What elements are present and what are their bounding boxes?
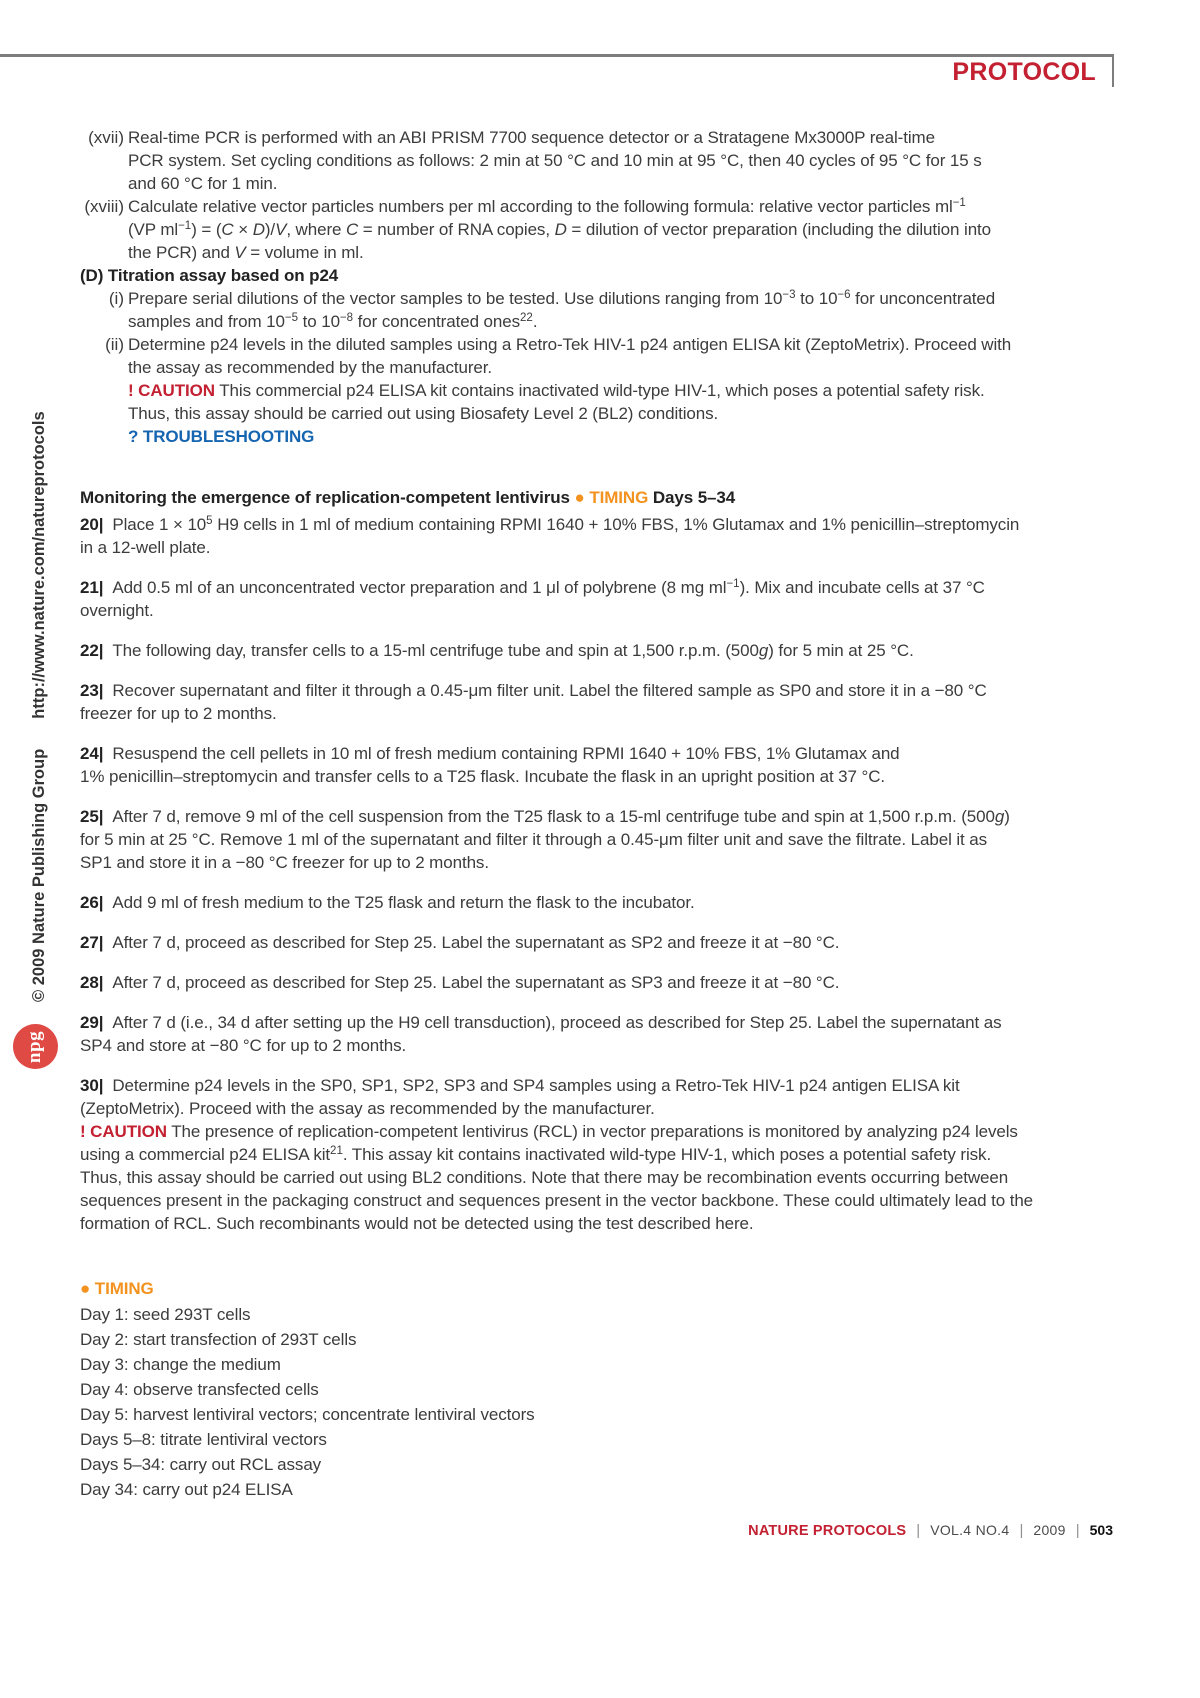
text-segment: −1 [726, 578, 740, 590]
text-segment: Days 5–34: carry out RCL assay [80, 1455, 322, 1474]
text-segment: The following day, transfer cells to a 15-ml centrifuge tube and spin at 1,500 r.p.m. (500 [112, 641, 759, 660]
text-segment: for concentrated ones [353, 312, 521, 331]
text-segment: ? TROUBLESHOOTING [128, 427, 315, 446]
text-line [80, 971, 1114, 994]
text-segment: −1 [178, 220, 192, 232]
footer-divider: | [1019, 1522, 1024, 1539]
text-segment: samples and from 10 [128, 312, 285, 331]
text-line [80, 1452, 1114, 1477]
text-segment: Add 0.5 ml of an unconcentrated vector preparation and 1 μl of polybrene (8 mg ml [112, 578, 727, 597]
text-line [128, 287, 1114, 310]
text-segment: ● TIMING [80, 1279, 154, 1298]
text-segment: SP4 and store at −80 °C for up to 2 months. [80, 1036, 407, 1055]
text-line [80, 1277, 1114, 1300]
text-segment: Add 9 ml of fresh medium to the T25 flask and return the flask to the incubator. [112, 893, 695, 912]
text-segment: ) = ( [191, 220, 222, 239]
text-segment: Prepare serial dilutions of the vector samples to be tested. Use dilutions ranging from 10 [128, 289, 783, 308]
text-segment: ! CAUTION [128, 381, 215, 400]
step-number: 20| [80, 515, 104, 534]
text-segment: (VP ml [128, 220, 179, 239]
text-segment: ). Mix and incubate cells at 37 °C [739, 578, 985, 597]
text-segment: Real-time PCR is performed with an ABI PRISM 7700 sequence detector or a Stratagene Mx3000P real-time [128, 128, 935, 147]
text-line [128, 241, 1114, 264]
text-line [128, 126, 1114, 149]
text-line [128, 402, 1114, 425]
copyright-text: © 2009 Nature Publishing Group [30, 748, 48, 1002]
text-segment: Recover supernatant and filter it through a 0.45-μm filter unit. Label the filtered sample as SP0 and store it in a −80 °C [112, 681, 987, 700]
text-line [80, 1352, 1114, 1377]
text-segment: After 7 d (i.e., 34 d after setting up the H9 cell transduction), proceed as described for Step 25. Label the supernatant as [112, 1013, 1002, 1032]
text-line [80, 1212, 1114, 1235]
volume-issue: VOL.4 NO.4 [930, 1522, 1010, 1538]
npg-logo-text: npg [24, 1030, 46, 1063]
text-segment: freezer for up to 2 months. [80, 704, 277, 723]
text-segment: The presence of replication-competent lentivirus (RCL) in vector preparations is monitored by analyzing p24 levels [166, 1122, 1018, 1141]
text-line [80, 891, 1114, 914]
text-segment: Thus, this assay should be carried out using BL2 conditions. Note that there may be recombination events occurring between [80, 1168, 1009, 1187]
list-item-label: (ii) [105, 335, 124, 354]
step-number: 21| [80, 578, 104, 597]
text-line [80, 1327, 1114, 1352]
text-segment: −1 [952, 197, 966, 209]
text-segment: = dilution of vector preparation (including the dilution into [566, 220, 992, 239]
text-line [128, 195, 1114, 218]
text-segment: D [252, 220, 265, 239]
subheading-titration-assay [80, 264, 1114, 287]
text-segment: C [345, 220, 359, 239]
text-line [80, 513, 1114, 536]
text-line [80, 486, 1114, 509]
step-29 [80, 1011, 1114, 1057]
text-segment: This commercial p24 ELISA kit contains inactivated wild-type HIV-1, which poses a potential safety risk. [214, 381, 985, 400]
text-line [80, 264, 1114, 287]
text-segment: and 60 °C for 1 min. [128, 174, 278, 193]
text-line [80, 851, 1114, 874]
text-segment: formation of RCL. Such recombinants would not be detected using the test described here. [80, 1214, 754, 1233]
text-line [80, 536, 1114, 559]
page-number: 503 [1089, 1522, 1113, 1538]
header-horizontal-rule [0, 54, 1114, 57]
list-item-xviii [80, 195, 1114, 264]
text-line [80, 1074, 1114, 1097]
header-vertical-rule [1112, 54, 1114, 87]
text-segment: H9 cells in 1 ml of medium containing RPMI 1640 + 10% FBS, 1% Glutamax and 1% penicillin–streptomycin [212, 515, 1020, 534]
text-segment: using a commercial p24 ELISA kit [80, 1145, 331, 1164]
timing-day-list [80, 1302, 1114, 1502]
text-segment: Days 5–34 [648, 488, 736, 507]
text-segment: PCR system. Set cycling conditions as follows: 2 min at 50 °C and 10 min at 95 °C, then 40 cycles of 95 °C for 15 s [128, 151, 982, 170]
list-item-label: (xviii) [84, 197, 124, 216]
text-segment: ) for 5 min at 25 °C. [768, 641, 914, 660]
text-segment: . This assay kit contains inactivated wild-type HIV-1, which poses a potential safety risk. [342, 1145, 992, 1164]
text-line [128, 149, 1114, 172]
text-segment: 1% penicillin–streptomycin and transfer cells to a T25 flask. Incubate the flask in an upright position at 37 °C. [80, 767, 886, 786]
footer-divider: | [1075, 1522, 1080, 1539]
text-segment: (D) Titration assay based on p24 [80, 266, 339, 285]
text-line [128, 425, 1114, 448]
text-segment: Day 2: start transfection of 293T cells [80, 1330, 357, 1349]
text-line [80, 1143, 1114, 1166]
text-segment: −3 [782, 289, 796, 301]
text-segment: 21 [330, 1145, 343, 1157]
text-line [80, 1402, 1114, 1427]
journal-name: NATURE PROTOCOLS [748, 1523, 907, 1539]
text-segment: for 5 min at 25 °C. Remove 1 ml of the supernatant and filter it through a 0.45-μm filter unit and save the filtrate. Label it as [80, 830, 988, 849]
text-line [80, 1477, 1114, 1502]
text-line [80, 1011, 1114, 1034]
text-segment: (ZeptoMetrix). Proceed with the assay as recommended by the manufacturer. [80, 1099, 655, 1118]
text-segment: × [233, 220, 253, 239]
text-line [80, 679, 1114, 702]
footer-divider: | [916, 1522, 921, 1539]
text-segment: Determine p24 levels in the diluted samples using a Retro-Tek HIV-1 p24 antigen ELISA kit (ZeptoMetrix). Proceed with [128, 335, 1012, 354]
publication-year: 2009 [1033, 1522, 1066, 1538]
protocol-body [80, 126, 1114, 1502]
text-segment: D [554, 220, 567, 239]
text-line [128, 379, 1114, 402]
text-segment: ) [1004, 807, 1010, 826]
step-number: 28| [80, 973, 104, 992]
text-line [128, 356, 1114, 379]
text-segment: . [532, 312, 538, 331]
publisher-url: http://www.nature.com/natureprotocols [30, 411, 48, 719]
section-heading-rcl-monitoring [80, 486, 1114, 509]
text-segment: g [758, 641, 769, 660]
text-line [80, 1189, 1114, 1212]
text-line [80, 805, 1114, 828]
text-line [80, 1120, 1114, 1143]
step-28 [80, 971, 1114, 994]
text-segment: )/ [264, 220, 276, 239]
step-25 [80, 805, 1114, 874]
step-23 [80, 679, 1114, 725]
text-segment: Determine p24 levels in the SP0, SP1, SP2, SP3 and SP4 samples using a Retro-Tek HIV-1 p24 antigen ELISA kit [112, 1076, 960, 1095]
text-segment: 22 [520, 312, 533, 324]
text-segment: −8 [339, 312, 354, 324]
text-segment: Days 5–8: titrate lentiviral vectors [80, 1430, 327, 1449]
list-item-i [80, 287, 1114, 333]
text-segment: C [221, 220, 234, 239]
text-segment: the assay as recommended by the manufacturer. [128, 358, 493, 377]
text-segment: −5 [284, 312, 298, 324]
text-segment: After 7 d, remove 9 ml of the cell suspension from the T25 flask to a 15-ml centrifuge tube and spin at 1,500 r.p.m. (500 [112, 807, 995, 826]
text-line [128, 333, 1114, 356]
text-segment: 5 [206, 515, 213, 527]
timing-heading [80, 1277, 1114, 1300]
text-line [80, 1377, 1114, 1402]
page-type-label: PROTOCOL [952, 58, 1096, 86]
text-line [80, 1427, 1114, 1452]
step-number: 24| [80, 744, 104, 763]
npg-logo [13, 1024, 58, 1069]
text-line [128, 310, 1114, 333]
text-segment: to 10 [795, 289, 838, 308]
step-number: 29| [80, 1013, 104, 1032]
step-number: 22| [80, 641, 104, 660]
text-segment: Monitoring the emergence of replication-competent lentivirus [80, 488, 575, 507]
text-segment: g [994, 807, 1005, 826]
list-item-label: (i) [108, 289, 124, 308]
step-number: 25| [80, 807, 104, 826]
text-segment: = volume in ml. [245, 243, 364, 262]
step-20 [80, 513, 1114, 559]
text-line [80, 599, 1114, 622]
text-segment: Thus, this assay should be carried out using Biosafety Level 2 (BL2) conditions. [128, 404, 719, 423]
list-item-xvii [80, 126, 1114, 195]
text-segment: Day 34: carry out p24 ELISA [80, 1480, 293, 1499]
text-line [80, 702, 1114, 725]
text-segment: After 7 d, proceed as described for Step 25. Label the supernatant as SP2 and freeze it at −80 °C. [112, 933, 840, 952]
text-line [80, 1302, 1114, 1327]
text-segment: = number of RNA copies, [358, 220, 555, 239]
step-24 [80, 742, 1114, 788]
list-item-label: (xvii) [88, 128, 124, 147]
text-segment: −6 [837, 289, 851, 301]
page-footer [748, 1522, 1113, 1539]
text-segment: After 7 d, proceed as described for Step 25. Label the supernatant as SP3 and freeze it at −80 °C. [112, 973, 840, 992]
text-segment: SP1 and store it in a −80 °C freezer for up to 2 months. [80, 853, 489, 872]
text-line [80, 1166, 1114, 1189]
text-segment: V [234, 243, 246, 262]
text-segment: Resuspend the cell pellets in 10 ml of fresh medium containing RPMI 1640 + 10% FBS, 1% Glutamax and [112, 744, 900, 763]
sidebar-copyright [30, 411, 49, 1002]
step-26 [80, 891, 1114, 914]
step-21 [80, 576, 1114, 622]
text-line [80, 828, 1114, 851]
text-line [80, 639, 1114, 662]
step-number: 26| [80, 893, 104, 912]
text-line [80, 1034, 1114, 1057]
text-line [80, 1097, 1114, 1120]
text-segment: to 10 [297, 312, 340, 331]
text-segment: for unconcentrated [850, 289, 996, 308]
text-segment: Place 1 × 10 [112, 515, 207, 534]
text-segment: Calculate relative vector particles numbers per ml according to the following formula: relative vector particles ml [128, 197, 953, 216]
text-segment: Day 4: observe transfected cells [80, 1380, 319, 1399]
step-number: 27| [80, 933, 104, 952]
step-30 [80, 1074, 1114, 1235]
text-segment: sequences present in the packaging construct and sequences present in the vector backbone. These could ultimately lead to the [80, 1191, 1034, 1210]
text-segment: ● TIMING [574, 488, 649, 507]
text-segment: , where [286, 220, 346, 239]
text-segment: ! CAUTION [80, 1122, 167, 1141]
text-segment: overnight. [80, 601, 154, 620]
text-segment: Day 3: change the medium [80, 1355, 281, 1374]
text-segment: in a 12-well plate. [80, 538, 211, 557]
text-line [80, 576, 1114, 599]
text-segment: the PCR) and [128, 243, 235, 262]
text-segment: V [275, 220, 287, 239]
text-line [80, 765, 1114, 788]
list-item-ii [80, 333, 1114, 448]
text-segment: Day 5: harvest lentiviral vectors; concentrate lentiviral vectors [80, 1405, 535, 1424]
text-line [80, 931, 1114, 954]
text-segment: Day 1: seed 293T cells [80, 1305, 251, 1324]
step-number: 23| [80, 681, 104, 700]
step-22 [80, 639, 1114, 662]
step-number: 30| [80, 1076, 104, 1095]
text-line [128, 218, 1114, 241]
step-27 [80, 931, 1114, 954]
text-line [80, 742, 1114, 765]
text-line [128, 172, 1114, 195]
